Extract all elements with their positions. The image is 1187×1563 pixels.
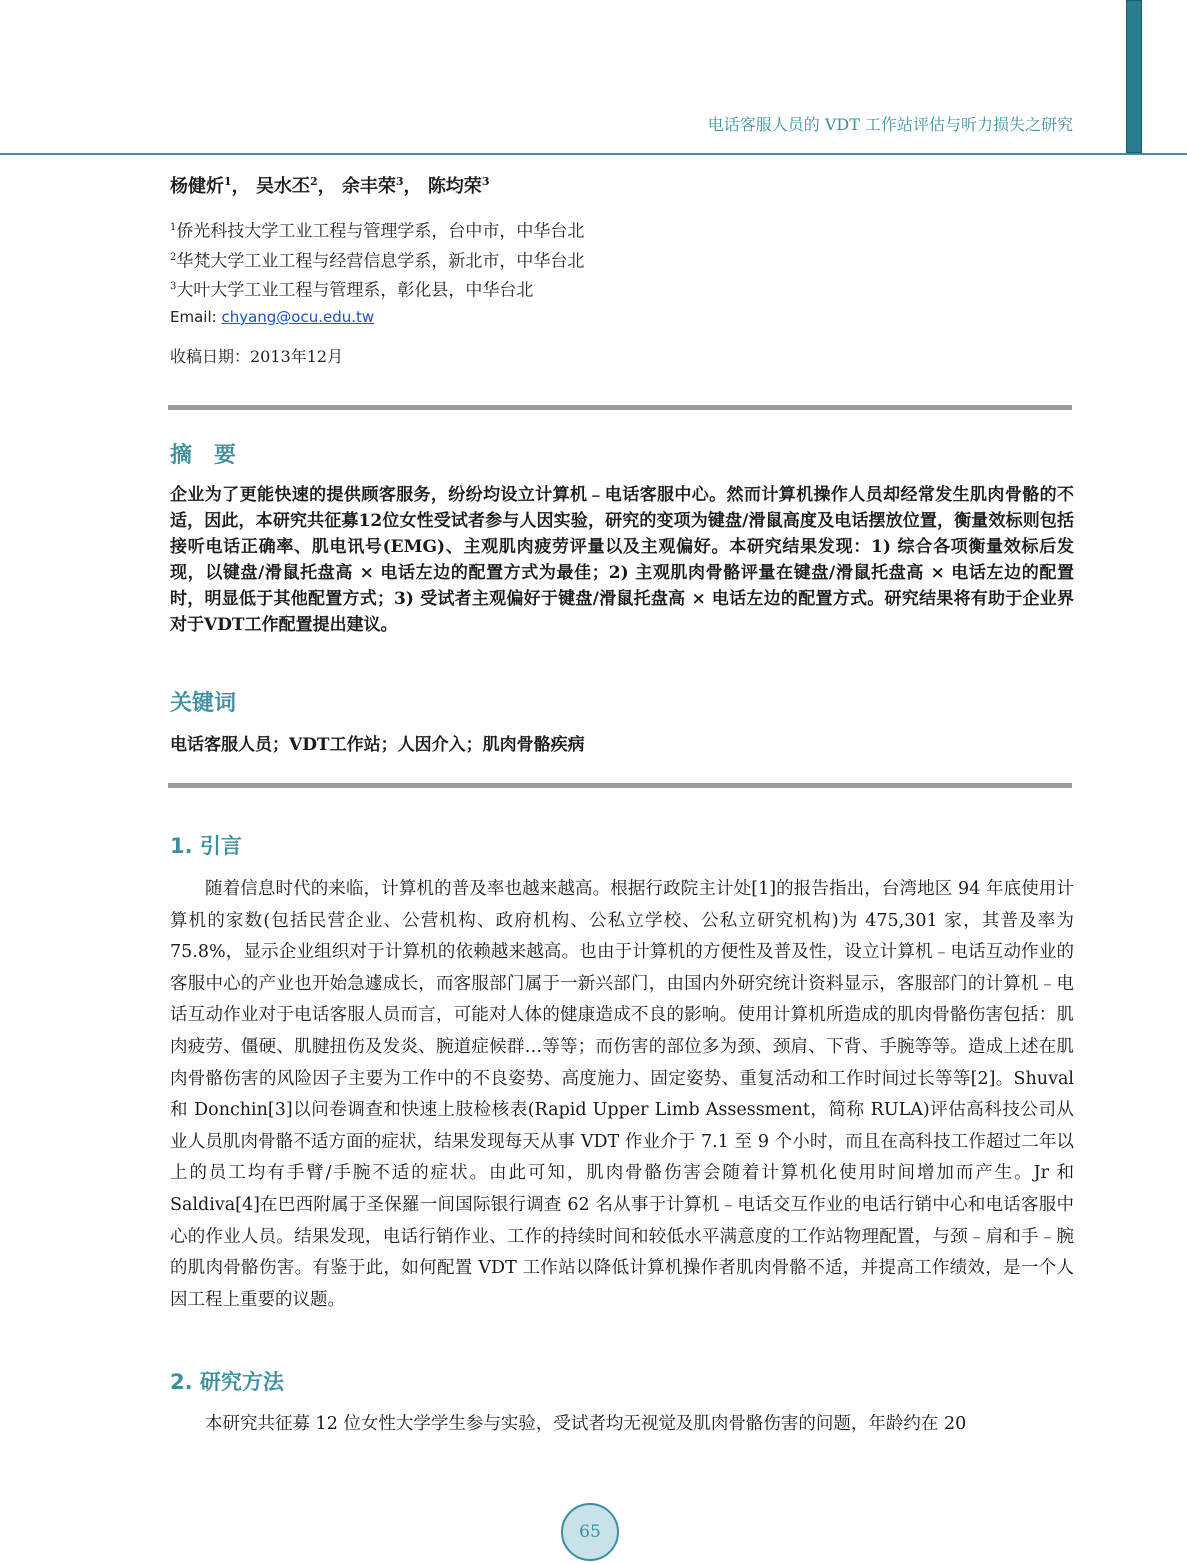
author-list: 杨健炘$^1$， 吴水丕$^2$， 余丰荣$^3$， 陈均荣$^3$ (170, 175, 490, 197)
author-sup: 3 (395, 175, 404, 188)
author-name: 余丰荣 (341, 176, 396, 197)
affiliation: $^2$华梵大学工业工程与经营信息学系，新北市，中华台北 (170, 251, 585, 272)
affiliation: $^3$大叶大学工业工程与管理系，彰化县，中华台北 (170, 280, 534, 301)
page-number: 65 (561, 1503, 619, 1561)
received-date: 收稿日期：2013年12月 (170, 347, 344, 366)
author-name: 杨健炘 (170, 176, 224, 197)
sidebar-accent-bar (1126, 0, 1142, 153)
author-sup: 3 (481, 175, 490, 188)
email-link[interactable]: chyang@ocu.edu.tw (221, 307, 375, 326)
abstract-text: 企业为了更能快速的提供顾客服务，纷纷均设立计算机﹣电话客服中心。然而计算机操作人员却经常发生肌肉骨骼的不适，因此，本研究共征募12位女性受试者参与人因实验，研究的变项为键盘/滑鼠高度及电话摆放位置，衡量效标则包括接听电话正确率、肌电讯号(EMG)、主观肌肉疲劳评量以及主观偏好。本研究结果发现：1) 综合各项衡量效标后发现，以键盘/滑鼠托盘高 × 电话左边的配置方式为最佳；2) 主观肌肉骨骼评量在键盘/滑鼠托盘高 × 电话左边的配置时，明显低于其他配置方式；3) 受试者主观偏好于键盘/滑鼠托盘高 × 电话左边的配置方式。研究结果将有助于企业界对于VDT工作配置提出建议。 (170, 485, 1074, 635)
email-label: Email: (170, 307, 222, 326)
author-name: 吴水丕 (255, 176, 310, 197)
keywords-text: 电话客服人员；VDT工作站；人因介入；肌肉骨骼疾病 (170, 735, 585, 755)
abstract-heading: 摘 要 (170, 443, 237, 468)
section-2-body: 本研究共征募 12 位女性大学学生参与实验，受试者均无视觉及肌肉骨骼伤害的问题，年龄约在 20 (205, 1414, 967, 1434)
author-name: 陈均荣 (427, 176, 482, 197)
section-divider (168, 405, 1072, 410)
author-sup: 1 (224, 175, 232, 188)
author-sup: 2 (309, 175, 318, 188)
section-1-body: 随着信息时代的来临，计算机的普及率也越来越高。根据行政院主计处[1]的报告指出，台湾地区 94 年底使用计算机的家数(包括民营企业、公营机构、政府机构、公私立学校、公私立研究机构)为 475,301 家，其普及率为 75.8%，显示企业组织对于计算机的依赖越来越高。也由于计算机的方便性及普及性，设立计算机﹣电话互动作业的客服中心的产业也开始急遽成长，而客服部门属于一新兴部门，由国内外研究统计资料显示，客服部门的计算机﹣电话互动作业对于电话客服人员而言，可能对人体的健康造成不良的影响。使用计算机所造成的肌肉骨骼伤害包括：肌肉疲劳、僵硬、肌腱扭伤及发炎、腕道症候群…等等；而伤害的部位多为颈、颈肩、下背、手腕等等。造成上述在肌肉骨骼伤害的风险因子主要为工作中的不良姿势、高度施力、固定姿势、重复活动和工作时间过长等等[2]。Shuval 和 Donchin[3]以问卷调查和快速上肢检核表(Rapid Upper Limb Assessment，简称 RULA)评估高科技公司从业人员肌肉骨骼不适方面的症状，结果发现每天从事 VDT 作业介于 7.1 至 9 个小时，而且在高科技工作超过二年以上的员工均有手臂/手腕不适的症状。由此可知，肌肉骨骼伤害会随着计算机化使用时间增加而产生。Jr 和 Saldiva[4]在巴西附属于圣保羅一间国际银行调查 62 名从事于计算机﹣电话交互作业的电话行销中心和电话客服中心的作业人员。结果发现，电话行销作业、工作的持续时间和较低水平满意度的工作站物理配置，与颈﹣肩和手﹣腕的肌肉骨骼伤害。有鉴于此，如何配置 VDT 工作站以降低计算机操作者肌肉骨骼不适，并提高工作绩效，是一个人因工程上重要的议题。 (170, 879, 1074, 1310)
affiliation: $^1$侨光科技大学工业工程与管理学系，台中市，中华台北 (170, 221, 585, 242)
running-title: 电话客服人员的 VDT 工作站评估与听力损失之研究 (707, 115, 1073, 134)
keywords-heading: 关键词 (170, 691, 237, 716)
section-2-heading: 2. 研究方法 (170, 1370, 284, 1394)
section-divider (168, 783, 1072, 788)
header-rule (0, 153, 1187, 155)
section-1-heading: 1. 引言 (170, 834, 242, 858)
affiliation-list (170, 215, 584, 330)
email-line (170, 304, 584, 330)
